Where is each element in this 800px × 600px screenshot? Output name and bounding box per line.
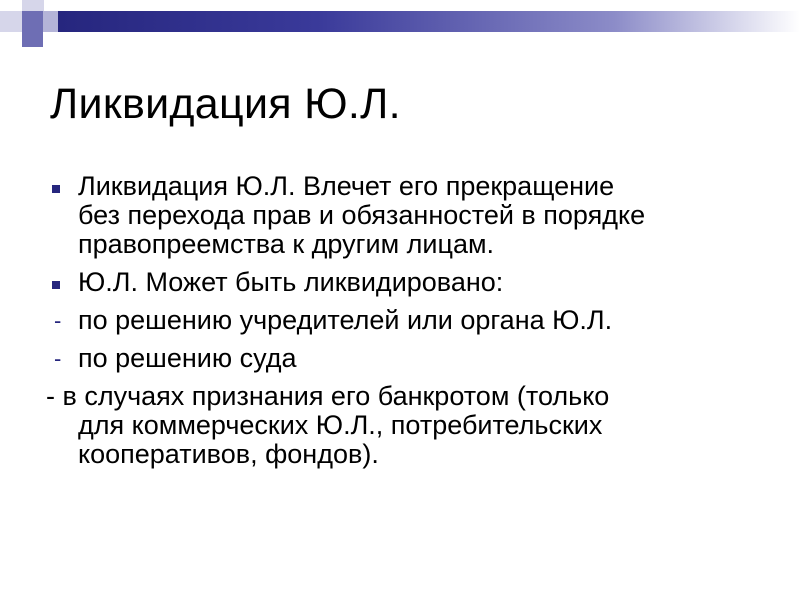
bullet-marker xyxy=(46,268,78,297)
decor-square xyxy=(22,11,43,32)
bullet-text-line: Ю.Л. Может быть ликвидировано: xyxy=(78,267,504,297)
square-bullet-icon xyxy=(52,281,60,289)
header-gradient-bar xyxy=(58,11,800,32)
bullet-text-line: без перехода прав и обязанностей в порядке xyxy=(78,200,646,230)
dash-marker xyxy=(46,344,78,373)
dash-text-line: по решению учредителей или органа Ю.Л. xyxy=(78,305,613,335)
square-bullet-icon xyxy=(52,185,60,193)
dash-text-line: по решению суда xyxy=(78,343,297,373)
dash-item xyxy=(46,344,766,373)
decor-square xyxy=(0,11,22,32)
plain-text-line: - в случаях признания его банкротом (только xyxy=(46,381,610,411)
dash-item xyxy=(46,306,766,335)
slide-body xyxy=(46,172,766,478)
dash-bullet-icon: - xyxy=(54,346,62,371)
decor-square xyxy=(22,32,43,47)
decor-square xyxy=(43,11,58,32)
slide-title: Ликвидация Ю.Л. xyxy=(50,80,401,128)
bullet-item xyxy=(46,172,766,259)
bullet-item xyxy=(46,268,766,297)
bullet-text-line: правопреемства к другим лицам. xyxy=(78,229,495,259)
plain-dash-item xyxy=(46,382,766,469)
plain-text-line: кооперативов, фондов). xyxy=(78,439,379,469)
dash-bullet-icon: - xyxy=(54,308,62,333)
bullet-marker xyxy=(46,172,78,201)
dash-marker xyxy=(46,306,78,335)
bullet-text-line: Ликвидация Ю.Л. Влечет его прекращение xyxy=(78,171,615,201)
plain-text-line: для коммерческих Ю.Л., потребительских xyxy=(78,410,603,440)
